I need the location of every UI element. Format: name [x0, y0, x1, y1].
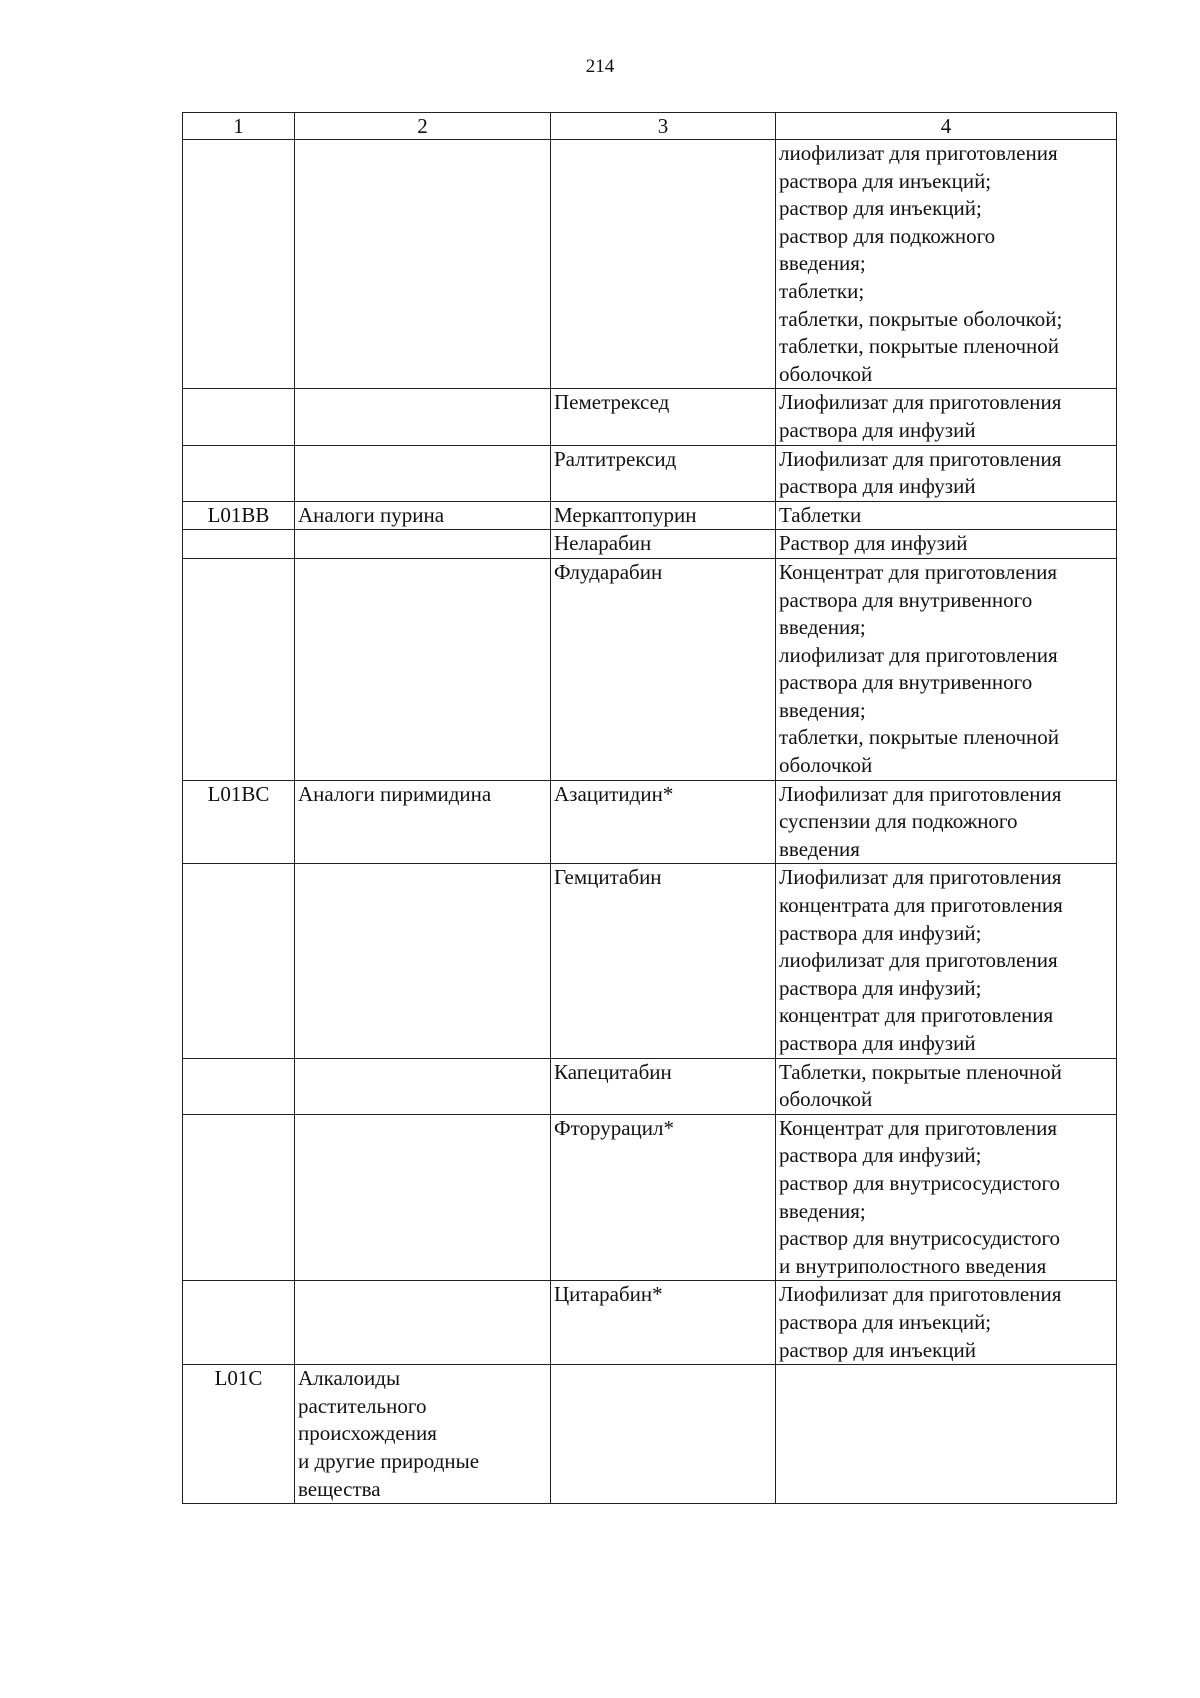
drug-table	[182, 112, 1117, 1504]
group-name-cell	[295, 1058, 551, 1114]
drug-name-cell: Меркаптопурин	[551, 501, 776, 530]
atc-code-cell: L01BB	[183, 501, 295, 530]
group-name-cell	[295, 1281, 551, 1365]
table-row	[183, 389, 1117, 445]
column-header-3: 3	[551, 113, 776, 140]
drug-name-cell: Ралтитрексид	[551, 445, 776, 501]
atc-code-cell	[183, 558, 295, 780]
dosage-form-cell: Лиофилизат для приготовления раствора для инфузий	[776, 389, 1117, 445]
drug-name-cell	[551, 140, 776, 389]
column-header-1: 1	[183, 113, 295, 140]
atc-code-cell	[183, 389, 295, 445]
group-name-cell: Аналоги пиримидина	[295, 780, 551, 864]
column-header-4: 4	[776, 113, 1117, 140]
atc-code-cell	[183, 140, 295, 389]
drug-name-cell	[551, 1365, 776, 1504]
dosage-form-cell	[776, 1365, 1117, 1504]
drug-name-cell: Пеметрексед	[551, 389, 776, 445]
atc-code-cell	[183, 445, 295, 501]
group-name-cell	[295, 558, 551, 780]
group-name-cell	[295, 530, 551, 559]
table-row	[183, 1365, 1117, 1504]
dosage-form-cell: Таблетки	[776, 501, 1117, 530]
dosage-form-cell: Концентрат для приготовления раствора для инфузий; раствор для внутрисосудистого введения; раствор для внутрисосудистого и внутриполостного введения	[776, 1114, 1117, 1281]
group-name-cell	[295, 864, 551, 1058]
atc-code-cell	[183, 864, 295, 1058]
dosage-form-cell: Лиофилизат для приготовления суспензии для подкожного введения	[776, 780, 1117, 864]
table-row	[183, 558, 1117, 780]
dosage-form-cell: Раствор для инфузий	[776, 530, 1117, 559]
drug-name-cell: Азацитидин*	[551, 780, 776, 864]
dosage-form-cell: лиофилизат для приготовления раствора для инъекций; раствор для инъекций; раствор для подкожного введения; таблетки; таблетки, покрытые оболочкой; таблетки, покрытые пленочной оболочкой	[776, 140, 1117, 389]
table-row	[183, 864, 1117, 1058]
table-row	[183, 140, 1117, 389]
drug-name-cell: Капецитабин	[551, 1058, 776, 1114]
group-name-cell	[295, 445, 551, 501]
table-row	[183, 780, 1117, 864]
atc-code-cell: L01BC	[183, 780, 295, 864]
group-name-cell: Аналоги пурина	[295, 501, 551, 530]
table-row	[183, 501, 1117, 530]
dosage-form-cell: Лиофилизат для приготовления раствора для инъекций; раствор для инъекций	[776, 1281, 1117, 1365]
table-row	[183, 445, 1117, 501]
dosage-form-cell: Лиофилизат для приготовления концентрата для приготовления раствора для инфузий; лиофилизат для приготовления раствора для инфузий; концентрат для приготовления раствора для инфузий	[776, 864, 1117, 1058]
group-name-cell	[295, 140, 551, 389]
atc-code-cell: L01C	[183, 1365, 295, 1504]
drug-name-cell: Неларабин	[551, 530, 776, 559]
drug-name-cell: Фторурацил*	[551, 1114, 776, 1281]
table-row	[183, 1114, 1117, 1281]
drug-name-cell: Гемцитабин	[551, 864, 776, 1058]
column-header-2: 2	[295, 113, 551, 140]
dosage-form-cell: Таблетки, покрытые пленочной оболочкой	[776, 1058, 1117, 1114]
atc-code-cell	[183, 1058, 295, 1114]
group-name-cell	[295, 1114, 551, 1281]
atc-code-cell	[183, 530, 295, 559]
drug-name-cell: Флударабин	[551, 558, 776, 780]
table-row	[183, 530, 1117, 559]
table-header-row	[183, 113, 1117, 140]
dosage-form-cell: Концентрат для приготовления раствора для внутривенного введения; лиофилизат для приготовления раствора для внутривенного введения; таблетки, покрытые пленочной оболочкой	[776, 558, 1117, 780]
atc-code-cell	[183, 1281, 295, 1365]
dosage-form-cell: Лиофилизат для приготовления раствора для инфузий	[776, 445, 1117, 501]
page-number: 214	[585, 56, 615, 77]
group-name-cell	[295, 389, 551, 445]
drug-name-cell: Цитарабин*	[551, 1281, 776, 1365]
table-row	[183, 1058, 1117, 1114]
atc-code-cell	[183, 1114, 295, 1281]
group-name-cell: Алкалоиды растительного происхождения и другие природные вещества	[295, 1365, 551, 1504]
table-row	[183, 1281, 1117, 1365]
